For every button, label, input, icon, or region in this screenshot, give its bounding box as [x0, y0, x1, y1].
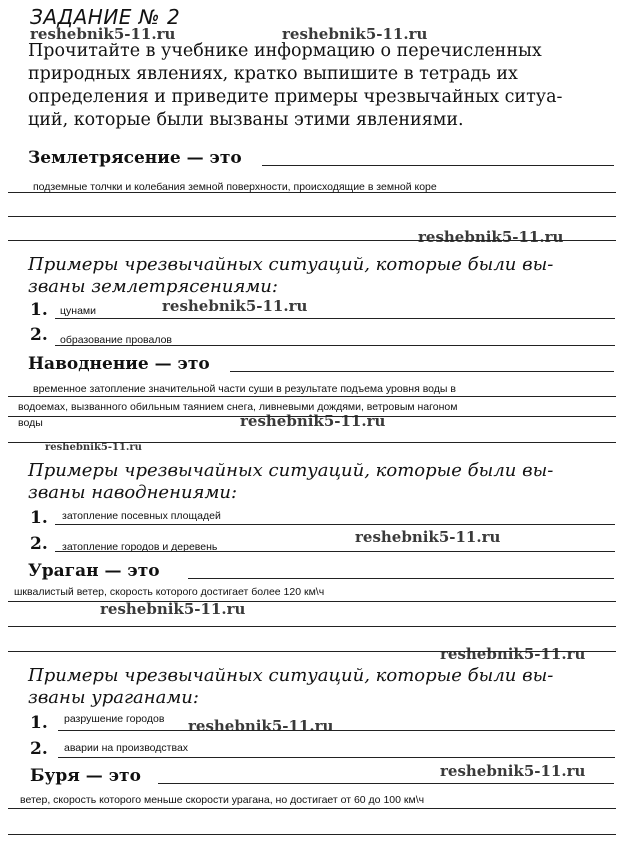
earthquake-label: Землетрясение — это — [28, 148, 242, 168]
example-number: 1. — [30, 300, 48, 320]
watermark: reshebnik5-11.ru — [282, 25, 428, 43]
example-number: 2. — [30, 325, 48, 345]
flood-definition-line: воды — [18, 417, 43, 429]
watermark: reshebnik5-11.ru — [440, 762, 586, 780]
watermark: reshebnik5-11.ru — [418, 228, 564, 246]
hurricane-definition: шквалистый ветер, скорость которого достигает более 120 км\ч — [14, 586, 325, 598]
watermark: reshebnik5-11.ru — [45, 442, 142, 453]
flood-definition-line: водоемах, вызванного обильным таянием снега, ливневыми дождями, ветровым нагоном — [18, 401, 458, 413]
watermark: reshebnik5-11.ru — [355, 528, 501, 546]
examples-title-line: званы ураганами: — [28, 687, 199, 708]
example-answer: образование провалов — [60, 334, 172, 346]
example-answer: аварии на производствах — [64, 742, 189, 754]
example-number: 1. — [30, 713, 48, 733]
example-answer: разрушение городов — [64, 713, 165, 725]
flood-examples-title — [28, 460, 553, 504]
example-answer: затопление посевных площадей — [62, 510, 221, 522]
examples-title-line: Примеры чрезвычайных ситуаций, которые были вы- — [28, 460, 554, 481]
task-title: ЗАДАНИЕ № 2 — [30, 5, 181, 29]
examples-title-line: званы землетрясениями: — [28, 276, 278, 297]
instructions — [28, 40, 618, 132]
storm-definition: ветер, скорость которого меньше скорости урагана, но достигает от 60 до 100 км\ч — [20, 794, 425, 806]
watermark: reshebnik5-11.ru — [240, 412, 386, 430]
watermark: reshebnik5-11.ru — [162, 297, 308, 315]
earthquake-examples-title — [28, 254, 553, 298]
example-answer: затопление городов и деревень — [62, 541, 218, 553]
flood-definition-line: временное затопление значительной части суши в результате подъема уровня воды в — [33, 383, 456, 395]
instructions-line: природных явлениях, кратко выпишите в тетрадь их — [28, 64, 518, 84]
examples-title-line: Примеры чрезвычайных ситуаций, которые были вы- — [28, 254, 554, 275]
instructions-line: определения и приведите примеры чрезвычайных ситуа- — [28, 87, 563, 107]
example-number: 2. — [30, 534, 48, 554]
hurricane-label: Ураган — это — [28, 561, 160, 581]
examples-title-line: Примеры чрезвычайных ситуаций, которые были вы- — [28, 665, 554, 686]
example-number: 1. — [30, 508, 48, 528]
watermark: reshebnik5-11.ru — [188, 717, 334, 735]
storm-label: Буря — это — [30, 766, 141, 786]
example-answer: цунами — [60, 305, 96, 317]
examples-title-line: званы наводнениями: — [28, 482, 238, 503]
earthquake-definition: подземные толчки и колебания земной поверхности, происходящие в земной коре — [33, 181, 437, 193]
instructions-line: ций, которые были вызваны этими явлениями. — [28, 110, 464, 130]
flood-label: Наводнение — это — [28, 354, 210, 374]
instructions-line: Прочитайте в учебнике информацию о перечисленных — [28, 41, 542, 61]
example-number: 2. — [30, 739, 48, 759]
watermark: reshebnik5-11.ru — [440, 645, 586, 663]
hurricane-examples-title — [28, 665, 553, 709]
watermark: reshebnik5-11.ru — [100, 600, 246, 618]
watermark: reshebnik5-11.ru — [30, 25, 176, 43]
